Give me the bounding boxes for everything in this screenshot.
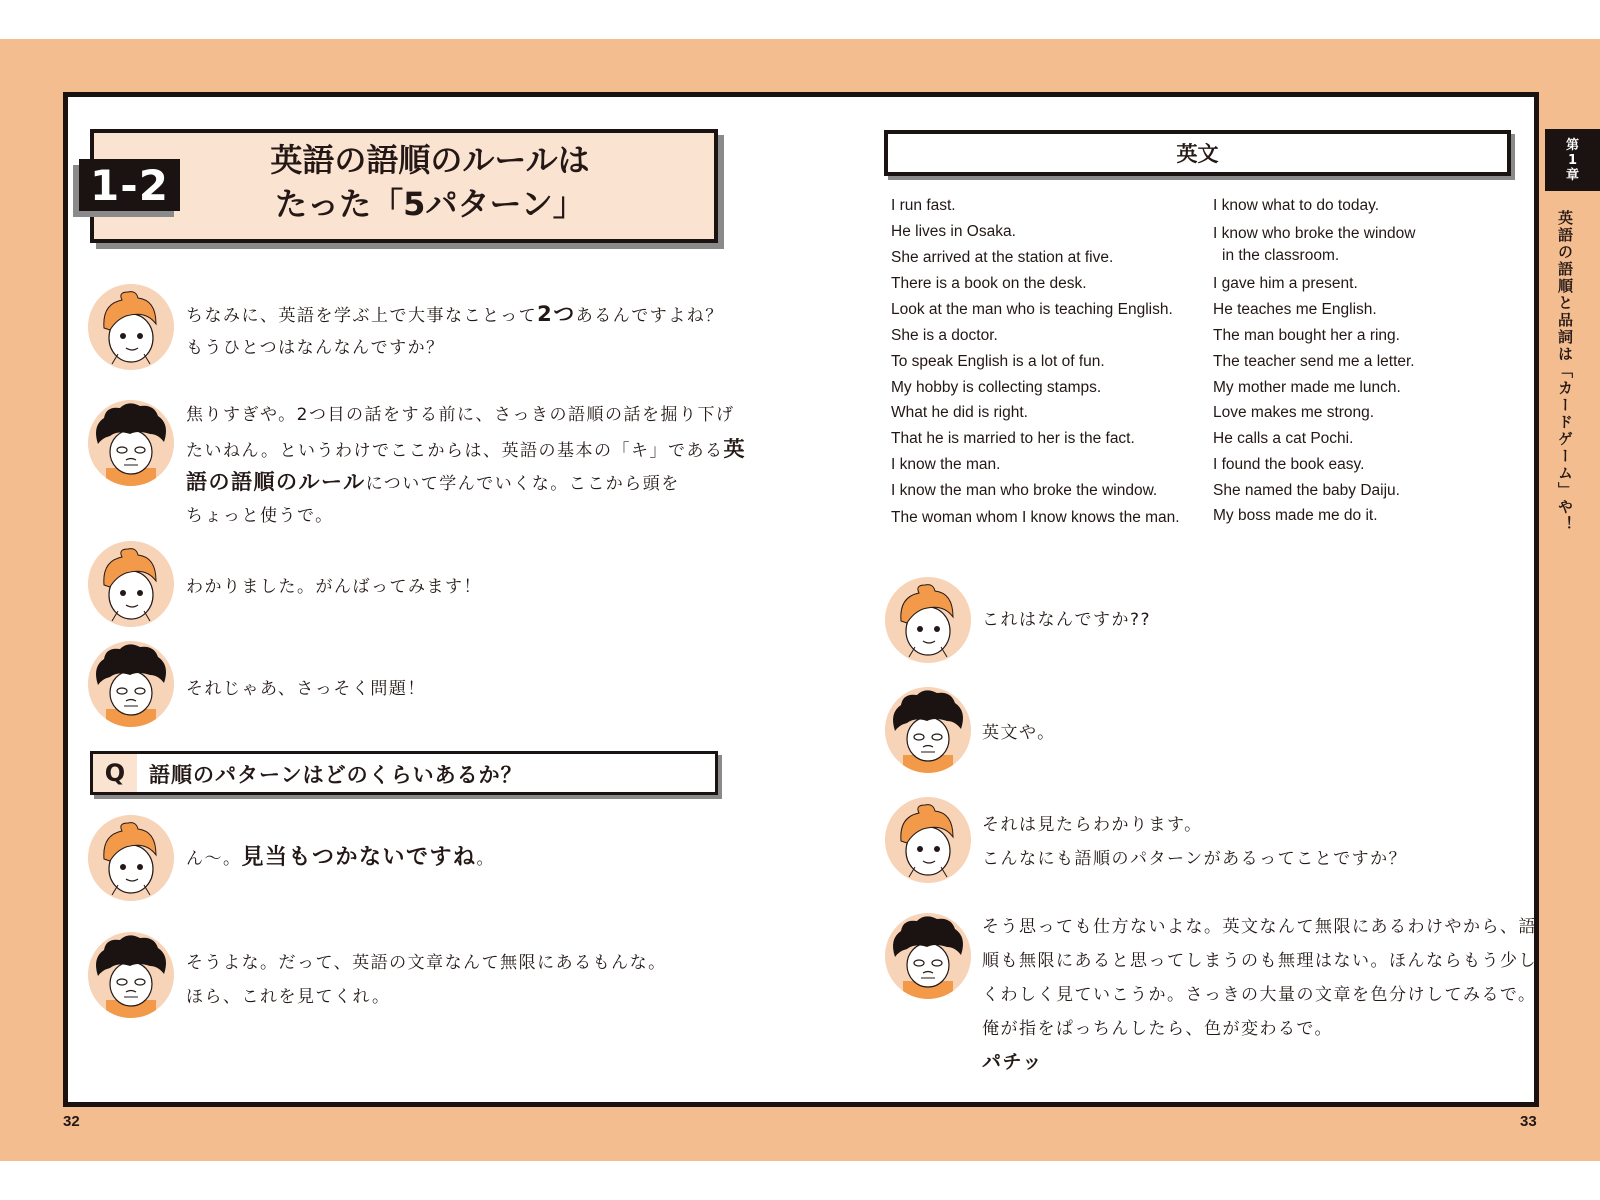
sentence: There is a book on the desk. <box>891 275 1087 292</box>
dialogue-line: これはなんですか?? <box>982 610 1152 630</box>
dialogue-line: 焦りすぎや。2つ目の話をする前に、さっきの語順の話を掘り下げ <box>186 405 735 425</box>
page-number-left: 32 <box>63 1113 80 1130</box>
dialogue-line: ん〜。見当もつかないですね。 <box>186 845 496 870</box>
sentence: The woman whom I know knows the man. <box>891 509 1180 526</box>
avatar-girl <box>88 541 174 627</box>
sentence: I know the man who broke the window. <box>891 482 1158 499</box>
dialogue-line: ちょっと使うで。 <box>186 506 334 526</box>
title-line-1: 英語の語順のルールは <box>270 141 590 179</box>
sentence: My hobby is collecting stamps. <box>891 379 1102 396</box>
avatar-girl <box>88 815 174 901</box>
dialogue-line: 順も無限にあると思ってしまうのも無理はない。ほんならもう少し <box>982 951 1537 971</box>
avatar-girl <box>885 577 971 663</box>
chapter-tab-char: 第 <box>1565 137 1579 153</box>
sentence: Look at the man who is teaching English. <box>891 301 1173 318</box>
avatar-girl <box>88 284 174 370</box>
section-number-badge: 1-2 <box>79 159 180 211</box>
sentence: The teacher send me a letter. <box>1213 353 1415 370</box>
sentence: I know what to do today. <box>1213 197 1380 214</box>
sentence: The man bought her a ring. <box>1213 327 1400 344</box>
dialogue-line: そうよな。だって、英語の文章なんて無限にあるもんな。 <box>186 953 667 973</box>
dialogue-line: たいねん。というわけでここからは、英語の基本の「キ」である英 <box>186 437 747 461</box>
sentence: I know who broke the window <box>1213 225 1416 242</box>
sentence: That he is married to her is the fact. <box>891 430 1135 447</box>
dialogue-line: ちなみに、英語を学ぶ上で大事なことって2つあるんですよね？ <box>186 302 724 326</box>
dialogue-line: 英文や。 <box>982 723 1056 743</box>
sound-effect: パチッ <box>982 1051 1043 1073</box>
chapter-title-vertical: 英語の語順と品詞は「カードゲーム」や！ <box>1556 210 1574 533</box>
dialogue-line: ほら、これを見てくれ。 <box>186 987 391 1007</box>
sentence: I run fast. <box>891 197 956 214</box>
question-box <box>90 751 718 795</box>
avatar-teacher <box>88 932 174 1018</box>
avatar-teacher <box>88 400 174 486</box>
sentence: She named the baby Daiju. <box>1213 482 1400 499</box>
question-text: 語順のパターンはどのくらいあるか？ <box>149 763 523 787</box>
sentence: I gave him a present. <box>1213 275 1358 292</box>
chapter-tab-char: 章 <box>1565 167 1579 183</box>
sentence: He calls a cat Pochi. <box>1213 430 1354 447</box>
dialogue-line: わかりました。がんばってみます！ <box>186 577 482 597</box>
sentence: I know the man. <box>891 456 1001 473</box>
sentence: She arrived at the station at five. <box>891 249 1114 266</box>
avatar-teacher <box>88 641 174 727</box>
sentence: I found the book easy. <box>1213 456 1365 473</box>
dialogue-line: そう思っても仕方ないよな。英文なんて無限にあるわけやから、語 <box>982 917 1537 937</box>
dialogue-line: それじゃあ、さっそく問題！ <box>186 679 426 699</box>
dialogue-line: くわしく見ていこうか。さっきの大量の文章を色分けしてみるで。 <box>982 985 1537 1005</box>
sentence: in the classroom. <box>1222 247 1340 264</box>
sentence: She is a doctor. <box>891 327 998 344</box>
avatar-teacher <box>885 687 971 773</box>
dialogue-line: もうひとつはなんなんですか？ <box>186 338 445 358</box>
dialogue-line: 俺が指をぱっちんしたら、色が変わるで。 <box>982 1019 1333 1039</box>
dialogue-line: 語の語順のルールについて学んでいくな。ここから頭を <box>186 470 680 494</box>
sentence: My boss made me do it. <box>1213 507 1378 524</box>
chapter-tab <box>1545 129 1600 191</box>
page-number-right: 33 <box>1520 1113 1537 1130</box>
english-sentences-header: 英文 <box>884 130 1511 176</box>
sentence: What he did is right. <box>891 404 1028 421</box>
sentence: My mother made me lunch. <box>1213 379 1401 396</box>
sentence: Love makes me strong. <box>1213 404 1375 421</box>
avatar-girl <box>885 797 971 883</box>
title-line-2: たった「5パターン」 <box>275 185 585 223</box>
avatar-teacher <box>885 913 971 999</box>
dialogue-line: それは見たらわかります。 <box>982 815 1203 835</box>
chapter-tab-char: 1 <box>1567 152 1578 168</box>
sentence: He lives in Osaka. <box>891 223 1016 240</box>
question-mark-icon: Q <box>93 754 137 792</box>
dialogue-line: こんなにも語順のパターンがあるってことですか？ <box>982 849 1408 869</box>
section-title <box>170 138 690 226</box>
sentence: To speak English is a lot of fun. <box>891 353 1105 370</box>
sentence: He teaches me English. <box>1213 301 1377 318</box>
